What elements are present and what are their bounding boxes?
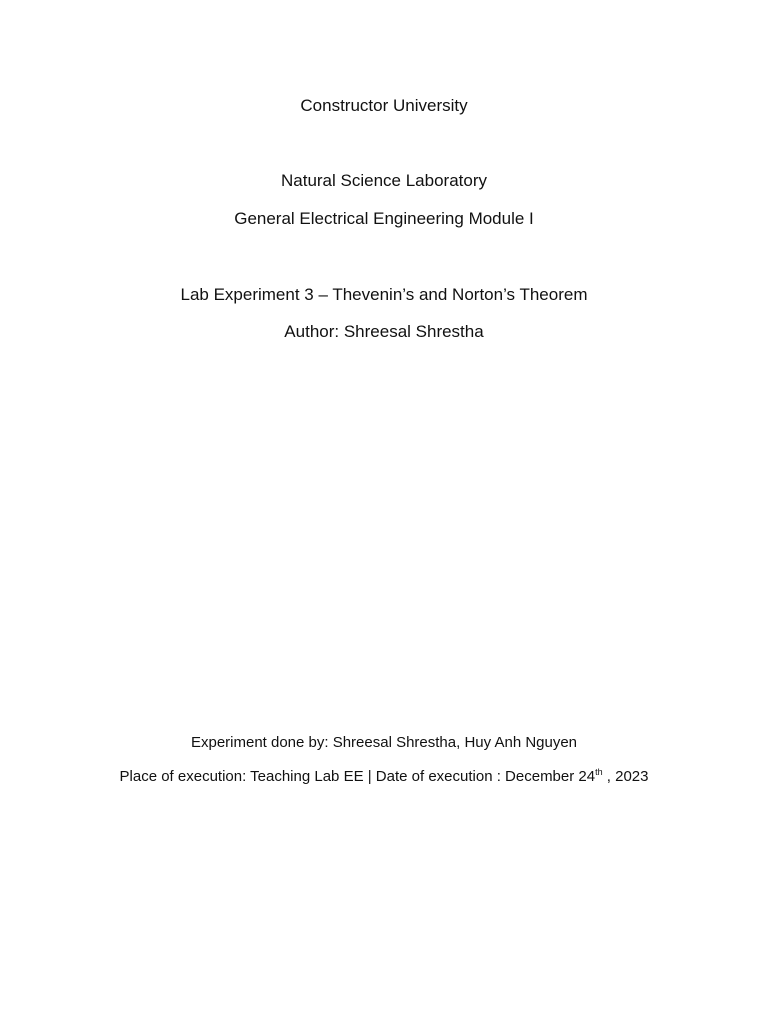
laboratory-name: Natural Science Laboratory — [280, 171, 487, 190]
place-and-date — [0, 768, 768, 786]
author-line: Author: Shreesal Shrestha — [284, 322, 484, 341]
university-name: Constructor University — [300, 96, 468, 115]
module-name: General Electrical Engineering Module I — [234, 209, 534, 228]
date-year: , 2023 — [602, 768, 649, 785]
experiment-title: Lab Experiment 3 – Thevenin’s and Norton’s Theorem — [180, 285, 588, 304]
place-and-date-prefix: Place of execution: Teaching Lab EE | Date of execution : December 24 — [119, 768, 596, 785]
experiment-done-by: Experiment done by: Shreesal Shrestha, Huy Anh Nguyen — [190, 734, 578, 751]
date-ordinal-superscript: th — [595, 767, 603, 777]
